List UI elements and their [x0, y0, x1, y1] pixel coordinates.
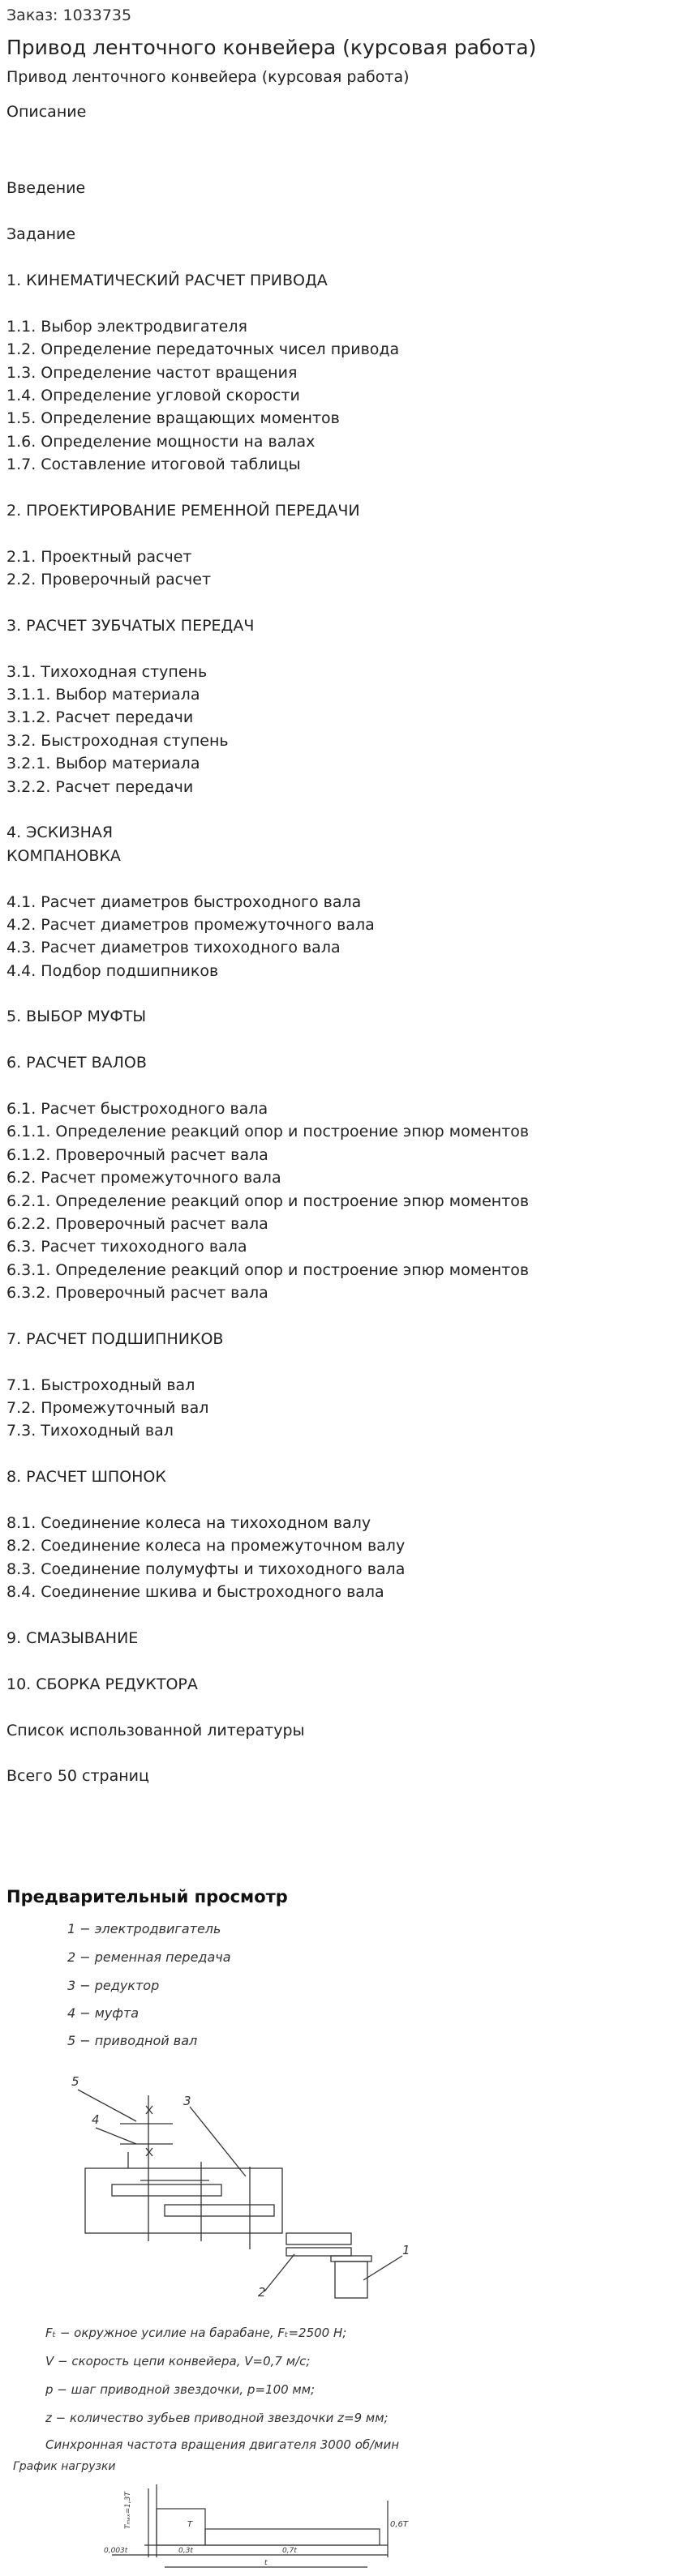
toc-item: 3.2. Быстроходная ступень	[6, 731, 229, 750]
toc-item: 7.1. Быстроходный вал	[6, 1376, 195, 1394]
load-graph-label: Тₘₐₓ=1,3Т	[124, 2492, 132, 2529]
legend-item: 4 − муфта	[67, 2005, 140, 2021]
toc-spacer	[6, 637, 529, 660]
toc-item: 8. РАСЧЕТ ШПОНОК	[6, 1468, 166, 1487]
toc-item: 6.3.2. Проверочный расчет вала	[6, 1284, 268, 1303]
toc-item: 4. ЭСКИЗНАЯ	[6, 824, 114, 842]
parameter-line: V − скорость цепи конвейера, V=0,7 м/с;	[45, 2354, 311, 2368]
toc-item: 6.2.1. Определение реакций опор и построение эпюр моментов	[6, 1192, 530, 1210]
toc-item: 5. ВЫБОР МУФТЫ	[6, 1008, 147, 1026]
callout-label: 5	[71, 2074, 79, 2089]
toc-item: 8.2. Соединение колеса на промежуточном валу	[6, 1537, 406, 1555]
toc-item: 1.2. Определение передаточных чисел привода	[6, 340, 400, 359]
order-number: Заказ: 1033735	[6, 6, 132, 24]
parameter-line: p − шаг приводной звездочки, p=100 мм;	[45, 2382, 316, 2397]
toc-item: 6. РАСЧЕТ ВАЛОВ	[6, 1054, 147, 1072]
drawing-legend	[67, 1921, 231, 2048]
toc-spacer	[6, 591, 529, 614]
toc-spacer	[6, 1075, 529, 1098]
toc-item: 1.7. Составление итоговой таблицы	[6, 456, 301, 474]
toc-item: 8.1. Соединение колеса на тихоходном валу	[6, 1514, 371, 1533]
legend-item: 1 − электродвигатель	[67, 1921, 221, 1936]
toc-spacer	[6, 154, 529, 177]
page-title: Привод ленточного конвейера (курсовая работа)	[6, 36, 537, 59]
toc-item: 4.2. Расчет диаметров промежуточного вала	[6, 915, 375, 934]
load-graph-label: 0,3t	[178, 2547, 193, 2555]
toc-spacer	[6, 1305, 529, 1328]
toc-item: 4.1. Расчет диаметров быстроходного вала	[6, 892, 362, 911]
toc-item: 2.2. Проверочный расчет	[6, 571, 212, 589]
toc-item: 4.4. Подбор подшипников	[6, 961, 219, 980]
toc-item: 1.1. Выбор электродвигателя	[6, 317, 247, 336]
toc-item: 3.1.1. Выбор материала	[6, 685, 200, 704]
toc-item: 8.3. Соединение полумуфты и тихоходного вала	[6, 1560, 406, 1578]
toc-item: Задание	[6, 225, 76, 244]
load-graph-label: 0,6Т	[390, 2520, 409, 2529]
callout-label: 1	[402, 2243, 410, 2257]
toc-item: 9. СМАЗЫВАНИЕ	[6, 1629, 139, 1647]
toc-spacer	[6, 1350, 529, 1373]
toc-item: 4.3. Расчет диаметров тихоходного вала	[6, 939, 341, 957]
parameter-line: Fₜ − окружное усилие на барабане, Fₜ=2500 Н;	[45, 2326, 347, 2340]
toc-spacer	[6, 200, 529, 223]
toc-item: 1.5. Определение вращающих моментов	[6, 409, 340, 428]
toc-spacer	[6, 292, 529, 315]
table-of-contents	[6, 154, 529, 1788]
toc-item: 8.4. Соединение шкива и быстроходного вала	[6, 1583, 384, 1602]
toc-spacer	[6, 1489, 529, 1512]
toc-item: 2.1. Проектный расчет	[6, 547, 192, 566]
toc-item: 10. СБОРКА РЕДУКТОРА	[6, 1675, 198, 1693]
callout-label: 3	[183, 2094, 191, 2108]
scheme-callouts	[71, 2074, 410, 2300]
toc-item: 6.2.2. Проверочный расчет вала	[6, 1214, 268, 1233]
callout-label: 2	[258, 2285, 266, 2300]
kinematic-scheme	[78, 2090, 402, 2298]
toc-item: 7. РАСЧЕТ ПОДШИПНИКОВ	[6, 1329, 224, 1348]
preview-heading: Предварительный просмотр	[6, 1887, 288, 1906]
toc-spacer	[6, 798, 529, 821]
toc-item: 1. КИНЕМАТИЧЕСКИЙ РАСЧЕТ ПРИВОДА	[6, 271, 328, 289]
toc-item: КОМПАНОВКА	[6, 846, 121, 865]
callout-label: 4	[92, 2112, 100, 2127]
toc-item: Введение	[6, 179, 86, 198]
parameter-line: Синхронная частота вращения двигателя 3000 об/мин	[45, 2437, 400, 2452]
page-subtitle: Привод ленточного конвейера (курсовая работа)	[6, 68, 410, 86]
toc-item: 1.6. Определение мощности на валах	[6, 432, 316, 451]
toc-item: 1.4. Определение угловой скорости	[6, 386, 300, 404]
load-graph-label: t	[264, 2559, 268, 2567]
toc-item: 3.1.2. Расчет передачи	[6, 708, 194, 727]
toc-spacer	[6, 1696, 529, 1718]
load-graph-title: График нагрузки	[13, 2460, 116, 2473]
toc-item: 3.2.1. Выбор материала	[6, 755, 200, 773]
toc-spacer	[6, 867, 529, 890]
toc-item: 3. РАСЧЕТ ЗУБЧАТЫХ ПЕРЕДАЧ	[6, 616, 255, 635]
toc-item: 6.3. Расчет тихоходного вала	[6, 1238, 247, 1256]
toc-item: 3.1. Тихоходная ступень	[6, 662, 208, 681]
drawing-parameters	[45, 2326, 399, 2452]
toc-spacer	[6, 1742, 529, 1765]
toc-spacer	[6, 1650, 529, 1672]
toc-spacer	[6, 1604, 529, 1627]
load-graph-label: Т	[187, 2520, 193, 2529]
toc-item: 3.2.2. Расчет передачи	[6, 777, 194, 796]
toc-spacer	[6, 1029, 529, 1051]
load-graph-label: 0,003t	[104, 2547, 128, 2555]
toc-spacer	[6, 522, 529, 545]
toc-spacer	[6, 1443, 529, 1466]
legend-item: 2 − ременная передача	[67, 1949, 231, 1965]
toc-item: 6.2. Расчет промежуточного вала	[6, 1169, 281, 1187]
toc-item: 6.1. Расчет быстроходного вала	[6, 1100, 268, 1119]
toc-spacer	[6, 476, 529, 499]
toc-spacer	[6, 982, 529, 1005]
load-graph-label: 0,7t	[282, 2547, 297, 2555]
toc-item: 6.1.1. Определение реакций опор и построение эпюр моментов	[6, 1123, 530, 1141]
load-graph	[13, 2460, 409, 2567]
toc-item: 7.3. Тихоходный вал	[6, 1422, 174, 1440]
legend-item: 3 − редуктор	[67, 1978, 160, 1993]
preview-drawing	[6, 1909, 676, 2574]
toc-item: Всего 50 страниц	[6, 1767, 149, 1786]
toc-item: Список использованной литературы	[6, 1721, 305, 1739]
description-heading: Описание	[6, 103, 87, 121]
toc-spacer	[6, 246, 529, 269]
legend-item: 5 − приводной вал	[67, 2033, 198, 2048]
toc-item: 6.1.2. Проверочный расчет вала	[6, 1145, 268, 1164]
toc-item: 7.2. Промежуточный вал	[6, 1399, 209, 1418]
toc-item: 6.3.1. Определение реакций опор и построение эпюр моментов	[6, 1260, 530, 1279]
toc-item: 1.3. Определение частот вращения	[6, 363, 298, 382]
toc-item: 2. ПРОЕКТИРОВАНИЕ РЕМЕННОЙ ПЕРЕДАЧИ	[6, 501, 360, 520]
parameter-line: z − количество зубьев приводной звездочки z=9 мм;	[45, 2411, 389, 2425]
